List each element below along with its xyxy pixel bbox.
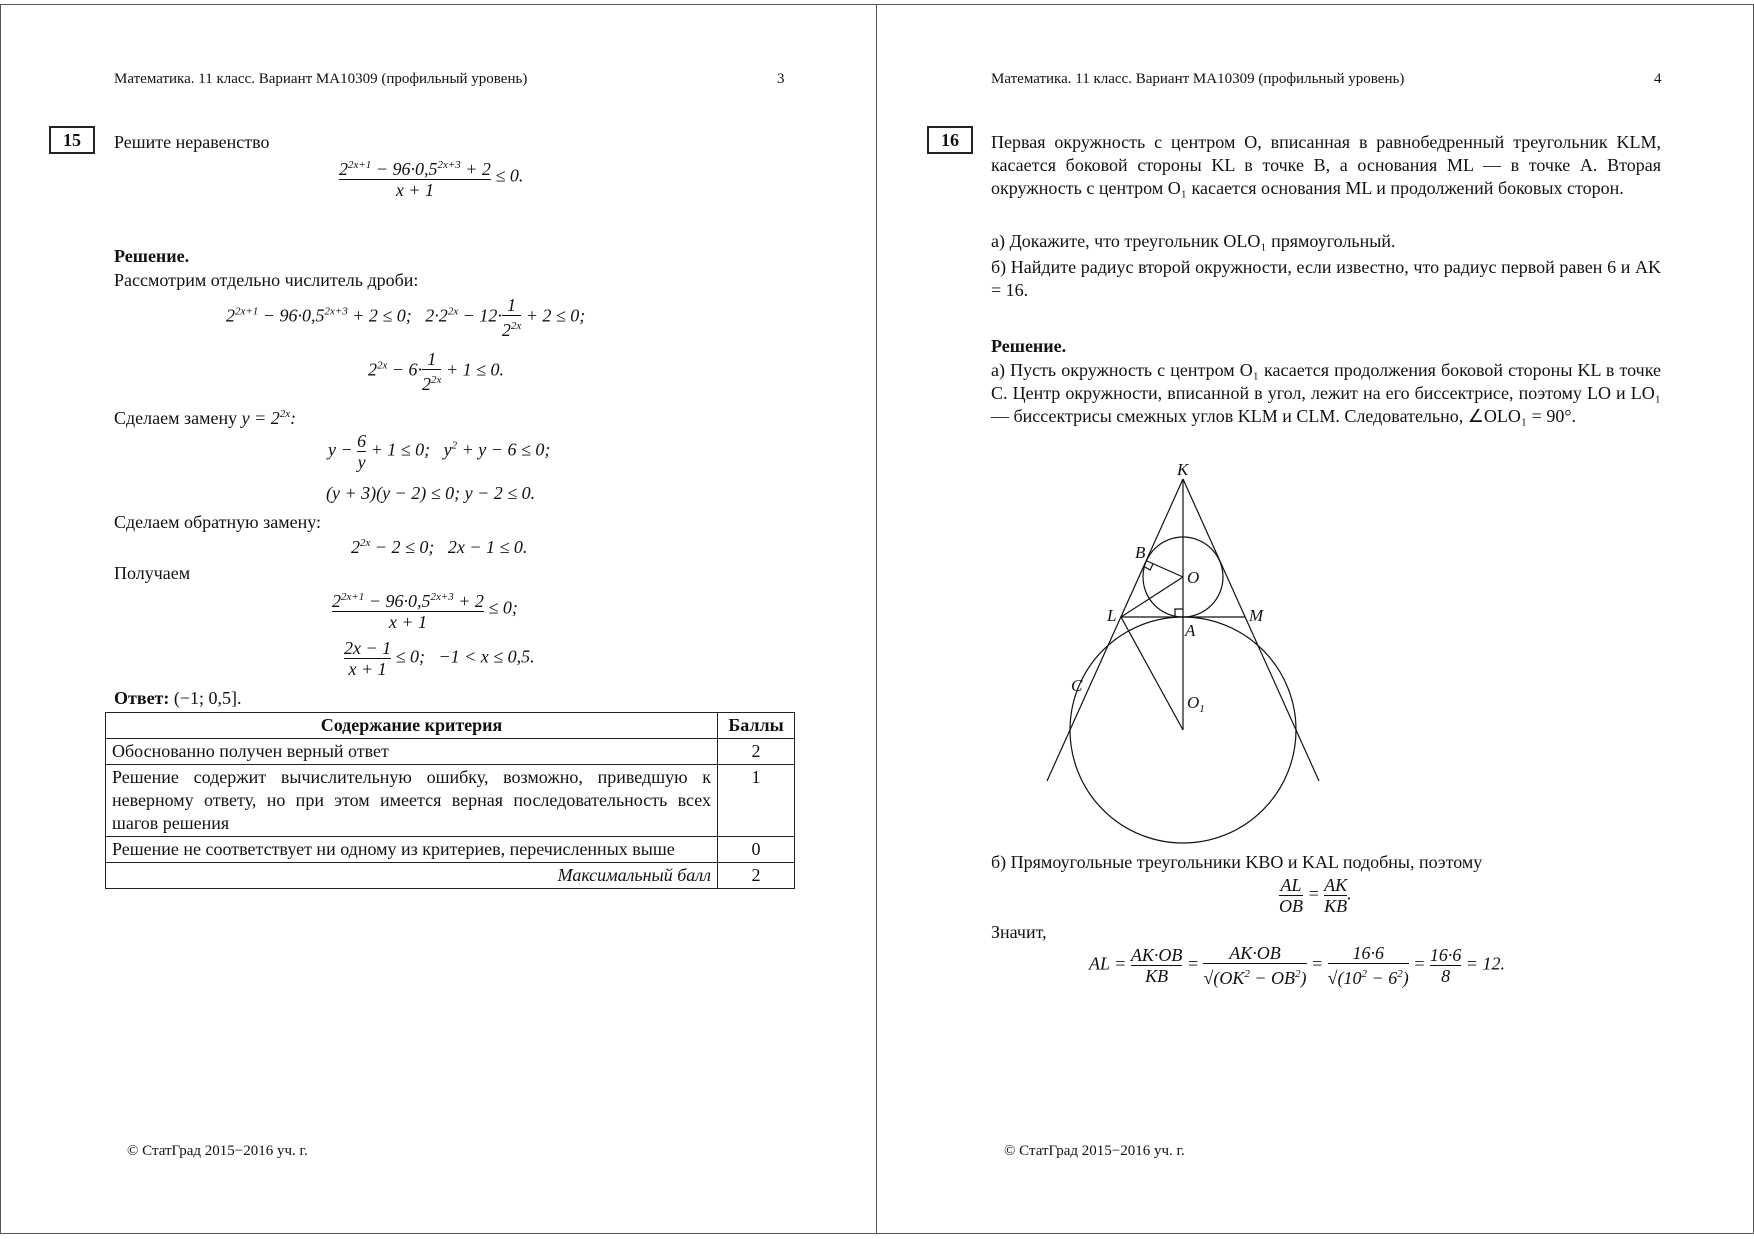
solution-step-text-4: Получаем xyxy=(114,563,191,583)
left-page xyxy=(0,4,878,1234)
criteria-table xyxy=(105,712,795,889)
criterion-score: 0 xyxy=(718,837,795,863)
table-header-row xyxy=(106,713,795,739)
label-l: L xyxy=(1107,606,1117,625)
table-header-criterion: Содержание критерия xyxy=(106,713,718,739)
main-inequality xyxy=(339,155,523,200)
task-number: 16 xyxy=(927,126,973,154)
criterion-text: Решение не соответствует ни одному из критериев, перечисленных выше xyxy=(106,837,718,863)
segment-bo xyxy=(1147,561,1183,577)
page-footer: © СтатГрад 2015−2016 уч. г. xyxy=(1004,1143,1185,1159)
page-number: 3 xyxy=(777,71,785,87)
criterion-text: Обоснованно получен верный ответ xyxy=(106,739,718,765)
right-angle-a xyxy=(1175,609,1183,617)
label-a: A xyxy=(1185,621,1196,640)
inequality-fraction xyxy=(339,155,491,200)
max-score-label: Максимальный балл xyxy=(106,863,718,889)
inequality-numerator: $2^{2x+1} - 96\cdot 0,5^{2x+3} + 2$ xyxy=(339,159,491,179)
side-km-extended xyxy=(1183,479,1319,781)
solution-step-1: $2^{2x+1} - 96\cdot 0,5^{2x+3} + 2 \le 0$; $2\cdot 2^{2x} - 12\cdot$ $\frac{1}{2^{2x}}$ + 2 ≤ 0; xyxy=(226,295,586,340)
solution-part-a: а) Пусть окружность с центром O₁ касается продолжения боковой стороны KL в точке C. Центр окружности, вписанной в угол, лежит на его биссектрисе, поэтому LO и LO₁ — биссектрисы смежных углов KLM и CLM. Следовательно, ∠OLO₁ = 90°. xyxy=(991,360,1661,426)
solution-step-3: y − $\frac{6}{y}$ + 1 ≤ 0; $y^2 + y - 6 \le 0$; xyxy=(328,431,551,472)
label-b: B xyxy=(1135,543,1146,562)
page-header: Математика. 11 класс. Вариант МА10309 (профильный уровень) xyxy=(991,71,1405,87)
table-row xyxy=(106,837,795,863)
table-row-max xyxy=(106,863,795,889)
page-header: Математика. 11 класс. Вариант МА10309 (профильный уровень) xyxy=(114,71,528,87)
geometry-figure xyxy=(1037,455,1377,855)
inequality-denominator: x + 1 xyxy=(339,179,491,200)
answer-value: (−1; 0,5]. xyxy=(173,688,242,708)
table-row xyxy=(106,739,795,765)
solution-step-text-3: Сделаем обратную замену: xyxy=(114,512,322,532)
table-row xyxy=(106,765,795,837)
task-number: 15 xyxy=(49,126,95,154)
solution-step-7: $\frac{2x - 1}{x + 1}$ ≤ 0; −1 < x ≤ 0,5. xyxy=(344,638,535,679)
solution-title: Решение. xyxy=(114,246,190,266)
label-o: O xyxy=(1187,568,1200,587)
side-kl-extended xyxy=(1047,479,1183,781)
criterion-score: 2 xyxy=(718,739,795,765)
page-number: 4 xyxy=(1654,71,1662,87)
solution-title: Решение. xyxy=(991,336,1067,356)
label-o1-letter: O xyxy=(1187,693,1200,712)
answer-label: Ответ: xyxy=(114,688,170,708)
answer xyxy=(114,687,242,710)
criterion-text: Решение содержит вычислительную ошибку, возможно, приведшую к неверному ответу, но при этом имеется верная последовательность всех шагов решения xyxy=(106,765,718,837)
right-page xyxy=(876,4,1754,1234)
substitution-text: Сделаем замену xyxy=(114,408,238,428)
solution-step-4: (y + 3)(y − 2) ≤ 0; y − 2 ≤ 0. xyxy=(326,483,536,503)
solution-step-2: $2^{2x} - 6\cdot$ $\frac{1}{2^{2x}}$ + 1 ≤ 0. xyxy=(368,349,504,394)
label-m: M xyxy=(1249,606,1264,625)
solution-part-b: б) Прямоугольные треугольники KBO и KAL подобны, поэтому xyxy=(991,852,1483,872)
criterion-score: 1 xyxy=(718,765,795,837)
max-score-value: 2 xyxy=(718,863,795,889)
page-footer: © СтатГрад 2015−2016 уч. г. xyxy=(127,1143,308,1159)
label-o1: $O_1$ xyxy=(1187,693,1205,715)
znachit-text: Значит, xyxy=(991,922,1047,942)
solution-step-text-1: Рассмотрим отдельно числитель дроби: xyxy=(114,270,419,290)
label-k: K xyxy=(1177,460,1189,479)
segment-lo1 xyxy=(1121,617,1183,730)
right-angle-b xyxy=(1145,564,1153,570)
proportion: $\frac{AL}{OB}$ = $\frac{AK}{KB}$ . xyxy=(1279,875,1352,916)
task-text: Решите неравенство xyxy=(114,132,270,152)
solution-step-6: $\frac{2^{2x+1} - 96\cdot 0,5^{2x+3} + 2}{x + 1}$ ≤ 0; xyxy=(332,591,518,632)
solution-step-5: $2^{2x} - 2 \le 0$; 2x − 1 ≤ 0. xyxy=(351,537,528,557)
inequality-relation: ≤ 0. xyxy=(495,165,524,186)
task-part-b: б) Найдите радиус второй окружности, если известно, что радиус первой равен 6 и AK = 16. xyxy=(991,257,1661,300)
table-header-score: Баллы xyxy=(718,713,795,739)
task-part-a: а) Докажите, что треугольник OLO₁ прямоугольный. xyxy=(991,231,1396,251)
task-text: Первая окружность с центром O, вписанная в равнобедренный треугольник KLM, касается боковой стороны KL в точке B, а основания ML — в точке A. Вторая окружность с центром O₁ касается основания ML и продолжений боковых сторон. xyxy=(991,132,1661,198)
label-c: C xyxy=(1071,676,1083,695)
solution-step-text-2: Сделаем замену $y = 2^{2x}$: xyxy=(114,408,297,428)
final-computation: AL = $\frac{AK\cdot OB}{KB}$ = $\frac{AK\cdot OB}{√(OK^2 - OB^2)}$ = $\frac{16\cdot 6}{√(10^2 - 6^2)}$ = $\frac{16\cdot 6}{8}$ = 12. xyxy=(1089,943,1506,988)
